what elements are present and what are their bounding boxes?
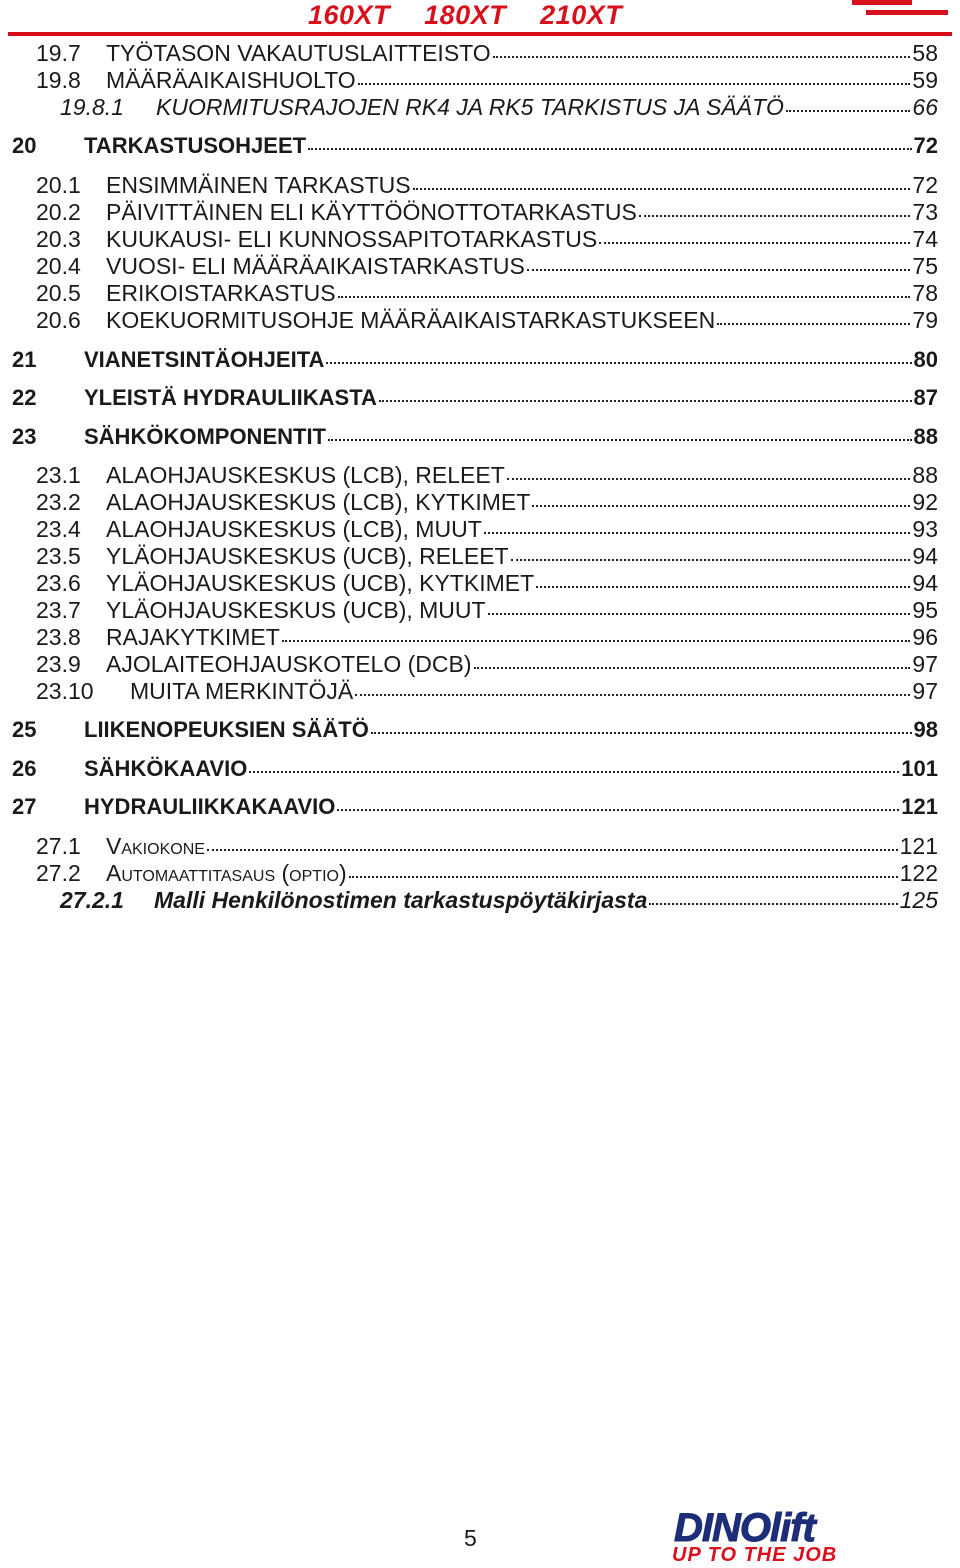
- toc-entry-title: AJOLAITEOHJAUSKOTELO (DCB): [106, 651, 472, 677]
- toc-entry[interactable]: [36, 860, 938, 887]
- dot-leader: [413, 188, 911, 190]
- toc-entry[interactable]: [36, 307, 938, 334]
- dot-leader: [328, 439, 912, 441]
- toc-entry[interactable]: [36, 172, 938, 199]
- toc-entry-number: 20.3: [36, 226, 81, 252]
- toc-entry-page: 72: [912, 172, 938, 198]
- toc-entry-page: 66: [912, 94, 938, 120]
- toc-entry[interactable]: [36, 624, 938, 651]
- toc-entry-page: 121: [901, 794, 938, 819]
- toc-entry[interactable]: [36, 543, 938, 570]
- toc-entry-page: 92: [912, 489, 938, 515]
- toc-entry-page: 88: [912, 462, 938, 488]
- model-name: 180XT: [424, 0, 507, 30]
- toc-entry-page: 72: [913, 133, 938, 158]
- toc-entry-number: 20.4: [36, 253, 81, 279]
- toc-entry-number: 23.2: [36, 489, 81, 515]
- toc-entry-page: 97: [912, 678, 938, 704]
- toc-entry-number: 23.5: [36, 543, 81, 569]
- dot-leader: [649, 903, 897, 905]
- toc-entry-page: 78: [912, 280, 938, 306]
- dot-leader: [338, 296, 911, 298]
- toc-entry[interactable]: [12, 794, 938, 820]
- toc-entry[interactable]: [12, 385, 938, 411]
- toc-entry-title: KOEKUORMITUSOHJE MÄÄRÄAIKAISTARKASTUKSEEN: [106, 307, 716, 333]
- page-header: [0, 0, 960, 40]
- toc-entry-title: Automaattitasaus (optio): [106, 860, 347, 886]
- dot-leader: [786, 110, 910, 112]
- model-name: 160XT: [308, 0, 391, 30]
- toc-entry[interactable]: [36, 253, 938, 280]
- toc-entry-title: SÄHKÖKAAVIO: [84, 756, 248, 781]
- dot-leader: [207, 849, 898, 851]
- toc-entry-title: ALAOHJAUSKESKUS (LCB), MUUT: [106, 516, 482, 542]
- toc-entry-title: Malli Henkilönostimen tarkastuspöytäkirjasta: [154, 887, 648, 913]
- toc-entry-page: 73: [912, 199, 938, 225]
- toc-entry-number: 21: [12, 347, 37, 372]
- toc-entry-number: 27.1: [36, 833, 81, 859]
- dot-leader: [371, 732, 912, 734]
- dot-leader: [358, 83, 911, 85]
- toc-entry-page: 122: [899, 860, 938, 886]
- dot-leader: [349, 876, 898, 878]
- toc-entry[interactable]: [36, 489, 938, 516]
- toc-entry-number: 22: [12, 385, 37, 410]
- model-name: 210XT: [540, 0, 623, 30]
- toc-entry-page: 94: [912, 543, 938, 569]
- toc-entry[interactable]: [12, 347, 938, 373]
- dot-leader: [355, 694, 910, 696]
- toc-entry-page: 88: [913, 424, 938, 449]
- toc-entry-title: ERIKOISTARKASTUS: [106, 280, 336, 306]
- toc-entry-number: 23.7: [36, 597, 81, 623]
- toc-entry[interactable]: [36, 199, 938, 226]
- toc-entry-number: 20.5: [36, 280, 81, 306]
- dot-leader: [599, 242, 910, 244]
- toc-entry-page: 58: [912, 40, 938, 66]
- toc-entry[interactable]: [36, 67, 938, 94]
- toc-entry-page: 101: [901, 756, 938, 781]
- toc-entry-number: 19.7: [36, 40, 81, 66]
- toc-entry-title: TYÖTASON VAKAUTUSLAITTEISTO: [106, 40, 491, 66]
- toc-entry-number: 23.8: [36, 624, 81, 650]
- toc-entry-title: MÄÄRÄAIKAISHUOLTO: [106, 67, 356, 93]
- toc-entry-number: 20.2: [36, 199, 81, 225]
- toc-entry[interactable]: [36, 516, 938, 543]
- dot-leader: [282, 640, 911, 642]
- dot-leader: [717, 323, 910, 325]
- toc-entry-page: 125: [899, 887, 938, 913]
- toc-entry-title: VUOSI- ELI MÄÄRÄAIKAISTARKASTUS: [106, 253, 525, 279]
- dot-leader: [379, 400, 912, 402]
- toc-entry-title: YLÄOHJAUSKESKUS (UCB), RELEET: [106, 543, 509, 569]
- toc-entry-page: 59: [912, 67, 938, 93]
- toc-entry-page: 95: [912, 597, 938, 623]
- toc-entry-page: 75: [912, 253, 938, 279]
- toc-entry-title: ALAOHJAUSKESKUS (LCB), KYTKIMET: [106, 489, 531, 515]
- model-list: [308, 0, 648, 31]
- toc-entry-title: VIANETSINTÄOHJEITA: [84, 347, 325, 372]
- toc-entry-number: 20: [12, 133, 37, 158]
- toc-entry-title: HYDRAULIIKKAKAAVIO: [84, 794, 336, 819]
- toc-entry-title: ALAOHJAUSKESKUS (LCB), RELEET: [106, 462, 505, 488]
- dot-leader: [308, 148, 911, 150]
- toc-entry[interactable]: [12, 133, 938, 159]
- toc-entry-page: 87: [913, 385, 938, 410]
- toc-entry-number: 20.1: [36, 172, 81, 198]
- dinolift-logo-icon: [672, 1503, 872, 1563]
- toc-entry-number: 25: [12, 717, 37, 742]
- toc-entry[interactable]: [12, 424, 938, 450]
- toc-entry-number: 23.1: [36, 462, 81, 488]
- toc-entry-title: KUUKAUSI- ELI KUNNOSSAPITOTARKASTUS: [106, 226, 598, 252]
- toc-entry-page: 98: [913, 717, 938, 742]
- toc-entry-title: TARKASTUSOHJEET: [84, 133, 307, 158]
- toc-entry-title: MUITA MERKINTÖJÄ: [130, 678, 354, 704]
- page-number: 5: [464, 1525, 477, 1551]
- toc-entry-page: 80: [913, 347, 938, 372]
- dot-leader: [488, 613, 911, 615]
- toc-entry-title: LIIKENOPEUKSIEN SÄÄTÖ: [84, 717, 369, 742]
- toc-entry[interactable]: [36, 462, 938, 489]
- toc-entry-number: 23.10: [36, 678, 94, 704]
- toc-entry-number: 27.2.1: [60, 887, 124, 913]
- toc-entry-number: 23.9: [36, 651, 81, 677]
- dot-leader: [474, 667, 911, 669]
- toc-entry-page: 96: [912, 624, 938, 650]
- toc-entry[interactable]: [36, 226, 938, 253]
- toc-entry-number: 23.4: [36, 516, 81, 542]
- toc-entry[interactable]: [36, 597, 938, 624]
- toc-entry-title: Vakiokone: [106, 833, 205, 859]
- toc-entry-number: 27.2: [36, 860, 81, 886]
- dot-leader: [511, 559, 911, 561]
- dot-leader: [493, 56, 911, 58]
- toc-entry-number: 19.8.1: [60, 94, 124, 120]
- toc-entry-page: 79: [912, 307, 938, 333]
- dinolift-logo: [672, 1503, 872, 1563]
- logo-wordmark: DINOlift: [674, 1506, 815, 1550]
- toc-entry[interactable]: [36, 651, 938, 678]
- toc-entry-number: 23.6: [36, 570, 81, 596]
- toc-entry-number: 19.8: [36, 67, 81, 93]
- toc-entry[interactable]: [60, 887, 938, 914]
- logo-slogan: UP TO THE JOB: [672, 1544, 838, 1563]
- toc-entry-number: 27: [12, 794, 37, 819]
- toc-entry-number: 20.6: [36, 307, 81, 333]
- toc-entry[interactable]: [12, 756, 938, 782]
- toc-entry-title: SÄHKÖKOMPONENTIT: [84, 424, 326, 449]
- toc-entry[interactable]: [60, 94, 938, 121]
- dot-leader: [507, 478, 911, 480]
- toc-entry[interactable]: [36, 40, 938, 67]
- toc-entry-page: 94: [912, 570, 938, 596]
- toc-entry-title: KUORMITUSRAJOJEN RK4 JA RK5 TARKISTUS JA SÄÄTÖ: [156, 94, 784, 120]
- toc-entry-title: YLEISTÄ HYDRAULIIKASTA: [84, 385, 377, 410]
- toc-entry-title: ENSIMMÄINEN TARKASTUS: [106, 172, 411, 198]
- dot-leader: [326, 362, 911, 364]
- toc-entry[interactable]: [12, 717, 938, 743]
- toc-entry-title: YLÄOHJAUSKESKUS (UCB), KYTKIMET: [106, 570, 535, 596]
- dot-leader: [536, 586, 910, 588]
- toc-entry-page: 97: [912, 651, 938, 677]
- toc-entry-title: RAJAKYTKIMET: [106, 624, 280, 650]
- toc-entry[interactable]: [36, 833, 938, 860]
- toc-entry[interactable]: [36, 678, 938, 705]
- toc-entry-title: PÄIVITTÄINEN ELI KÄYTTÖÖNOTTOTARKASTUS: [106, 199, 637, 225]
- toc-entry-page: 74: [912, 226, 938, 252]
- toc-entry[interactable]: [36, 280, 938, 307]
- dot-leader: [527, 269, 911, 271]
- dot-leader: [484, 532, 911, 534]
- toc-entry-number: 26: [12, 756, 37, 781]
- toc-entry-title: YLÄOHJAUSKESKUS (UCB), MUUT: [106, 597, 486, 623]
- toc-entry-number: 23: [12, 424, 37, 449]
- dot-leader: [337, 809, 899, 811]
- header-rule: [8, 32, 952, 36]
- dot-leader: [249, 771, 899, 773]
- dot-leader: [532, 505, 910, 507]
- header-stripes-decoration: [852, 0, 948, 20]
- toc-entry-page: 121: [899, 833, 938, 859]
- toc-entry[interactable]: [36, 570, 938, 597]
- dot-leader: [639, 215, 911, 217]
- toc-entry-page: 93: [912, 516, 938, 542]
